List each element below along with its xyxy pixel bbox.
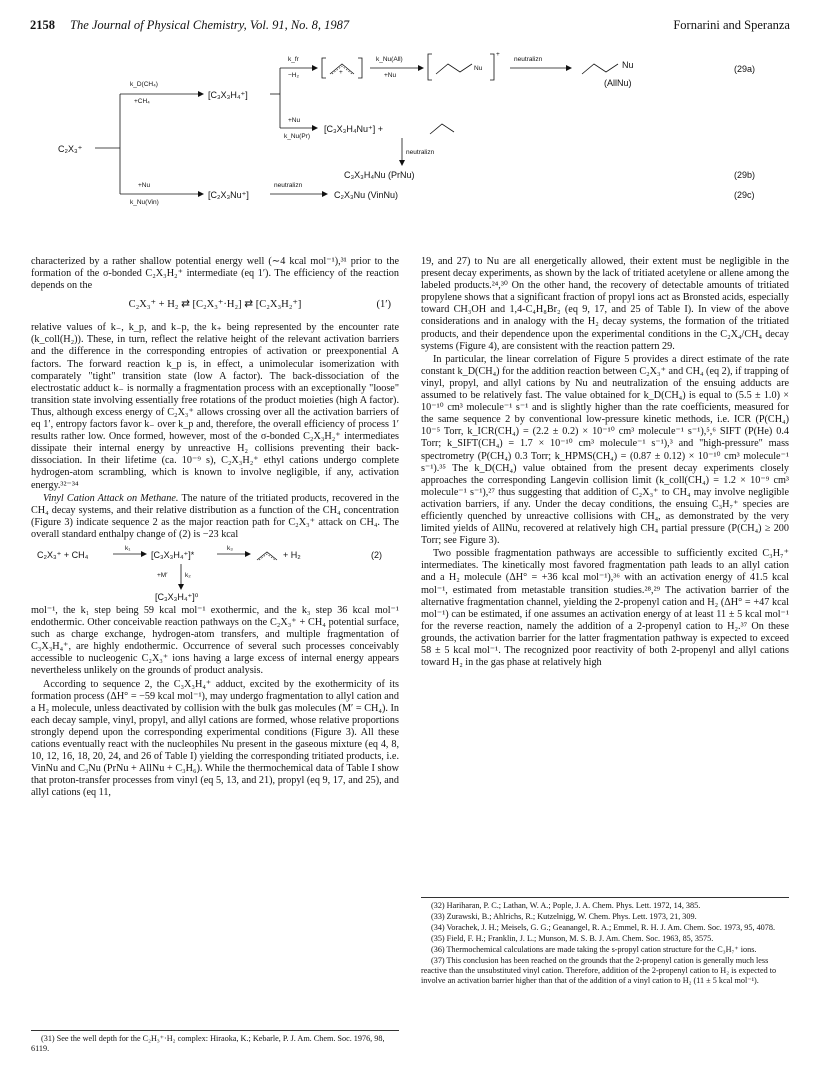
footnote-33: (33) Zurawski, B.; Ahlrichs, R.; Kutzelnigg, W. Chem. Phys. Lett. 1973, 21, 309. xyxy=(431,912,697,921)
allyl-cation-structure xyxy=(322,58,362,78)
eq2-mprime: +M′ xyxy=(157,571,168,579)
eq2-number: (2) xyxy=(371,549,382,560)
eq-29b: (29b) xyxy=(734,170,756,180)
equation-1-body: C₂X₃⁺ + H₂ ⇄ [C₂X₃⁺·H₂] ⇄ [C₂X₃H₂⁺] xyxy=(128,299,302,311)
label-neutralizn-vertical: neutralizn xyxy=(406,149,435,156)
left-paragraph-1: characterized by a rather shallow potential energy well (∼4 kcal mol⁻¹),³¹ prior to the formation of the σ-bonded C₂X₃H₂⁺ intermediate (eq 1′). The efficiency of the reaction depends on the xyxy=(31,256,399,292)
label-minus-h2: −H₂ xyxy=(288,72,300,79)
equation-2-svg xyxy=(31,544,399,602)
vinnu-product: C₂X₃Nu (VinNu) xyxy=(334,190,399,200)
eq2-excited-adduct: [C₃X₃H₄⁺]* xyxy=(151,549,195,560)
left-paragraph-2: relative values of k₋, k_p, and k₋p, the k₊ being represented by the encounter rate (k_coll(H₂)). These, in turn, reflect the relative height of the relevant activation barriers and the difference in the corresponding entropies of activation or preexponential A factors. The forward reaction k_p is, in effect, a unimolecular isomerization with comparately "tight" transition state (low A factor). The back-dissociation of the electrostatic adduct k₋ is normally a fragmentation process with an exceptionally "loose" transition state involving essentially free rotations of the product moieties (high A factor). Thus, although excess energy of C₂X₃⁺ allows crossing over all the activation barriers of eq 1′, entropy factors favor k₋ over k_p and, therefore, the overall efficiency of process 1′ results rather low. Once formed, however, most of the σ-bonded C₂X₃H₂⁺ intermediates dissipate their internal energy by unreactive H₂ collisions preventing their back-dissociation. In their lifetime (ca. 10⁻⁹ s), C₂X₃H₂⁺ ethyl cations undergo complete hydrogen-atom scrambling, which is known to involve negligible, if any, activation energy.³²⁻³⁴ xyxy=(31,322,399,491)
label-knu-all: k_Nu(All) xyxy=(376,56,403,63)
eq2-stabilized-adduct: [C₃X₃H₄⁺]⁰ xyxy=(155,591,199,602)
allnu-name: (AllNu) xyxy=(604,78,632,88)
label-neutralizn: neutralizn xyxy=(514,56,543,63)
eq-29c: (29c) xyxy=(734,190,755,200)
footnote-37: (37) This conclusion has been reached on the grounds that the 2-propenyl cation is generally much less reactive than the unsubstituted vinyl cation. Therefore, addition of the 2-propenyl cation to H₂ is expected to involve an activation barrier higher than that of the addition of a vinyl cation to H₂ (11 ± 5 kcal mol⁻¹). xyxy=(421,956,777,985)
scheme-svg xyxy=(30,44,790,250)
running-authors: Fornarini and Speranza xyxy=(673,18,790,32)
eq-29a: (29a) xyxy=(734,64,756,74)
eq2-k1: k₁ xyxy=(125,544,131,552)
page-header xyxy=(30,18,790,36)
footnote-32: (32) Hariharan, P. C.; Lathan, W. A.; Pople, J. A. Chem. Phys. Lett. 1972, 14, 385. xyxy=(431,901,701,910)
svg-text:+: + xyxy=(496,51,500,58)
section-heading-vinyl-cation: Vinyl Cation Attack on Methane. xyxy=(43,492,179,504)
vinyl-nu-adduct: [C₂X₃Nu⁺] xyxy=(208,190,249,200)
left-footnotes xyxy=(31,1030,399,1055)
equation-1-prime xyxy=(31,294,399,320)
eq2-h2: + H₂ xyxy=(283,549,301,560)
propylene-skeleton xyxy=(430,124,454,134)
right-paragraph-2: In particular, the linear correlation of Figure 5 provides a direct estimate of the rate constant k_D(CH₄) for the addition reaction between C₂X₃⁺ and CH₄ (eq 2), if trapping of vinyl, propyl, and allyl cations by Nu and neutralization of the ensuing adducts are assumed to be relatively fast. The value obtained for k_D(CH₄) is equal to (5.5 ± 1.0) × 10⁻¹⁰ cm³ molecule⁻¹ s⁻¹ and is slightly higher than the rate coefficients, measured for the same sequence 2 by conventional low-pressure kinetic methods, i.e. ICR (P(CH₄) 10⁻⁵ Torr, k_ICR(CH₄) = (2.2 ± 0.2) × 10⁻¹⁰ cm³ molecule⁻¹ s⁻¹),⁵,⁶ SIFT (P(He) 0.4 Torr; k_SIFT(CH₄) = 1.7 × 10⁻¹⁰ cm³ molecule⁻¹ s⁻¹),³ and "high-pressure" mass spectrometry (P(CH₄) 0.3 Torr; k_HPMS(CH₄) = (0.87 ± 0.12) × 10⁻¹⁰ cm³ molecule⁻¹ s⁻¹).³⁵ The k_D(CH₄) value obtained from the present decay experiments closely approaches the corresponding Langevin collision limit (k_coll(CH₄) = 1.2 × 10⁻⁹ cm³ molecule⁻¹ s⁻¹),²⁷ thus suggesting that addition of C₂X₃⁺ to CH₄ may involve negligible activation barriers, if any. Under the decay conditions, the ensuing C₃H₇⁺ species are efficiently quenched by unreactive collisions with CH₄, as demonstrated by the very limited yields of AllNu, recovered at relatively high CH₄ partial pressure (P(CH₄) ≥ 200 Torr; see Figure 3). xyxy=(421,353,789,547)
left-paragraph-3 xyxy=(31,493,399,541)
allnu-product-nu: Nu xyxy=(622,60,634,70)
equation-2 xyxy=(31,544,399,602)
label-nu-pr: +Nu xyxy=(288,117,301,124)
propyl-nu-adduct: [C₃X₃H₄Nu⁺] + xyxy=(324,124,384,134)
left-column xyxy=(31,256,399,800)
footnote-34: (34) Vorachek, J. H.; Meisels, G. G.; Geanangel, R. A.; Emmel, R. H. J. Am. Chem. Soc. 1973, 95, 4078. xyxy=(431,923,775,932)
svg-text:Nu: Nu xyxy=(474,65,483,72)
label-kd: k_D(CH₄) xyxy=(130,81,158,88)
eq2-k3: k₃ xyxy=(227,544,233,552)
left-paragraph-3-text: The nature of the tritiated products, recovered in the CH₄ decay systems, and their relative distribution as a function of the CH₄ concentration (Figure 3) indicate sequence 2 as the major reaction path for C₂X₃⁺ attack on CH₄. The overall standard enthalpy change of (2) is −23 kcal xyxy=(31,492,399,540)
right-paragraph-1: 19, and 27) to Nu are all energetically allowed, their extent must be negligible in the present decay experiments, as shown by the lack of tritiated acetylene or allene among the labeled products.²⁴,³⁰ On the other hand, the recovery of detectable amounts of tritiated propylene shows that a significant fraction of propyl ions act as Bronsted acids, especially toward CH₃OH and 1,4-C₄H₈Br₂ (eq 9, 17, and 25 of Table I). In view of the above considerations and in analogy with the H₂ decay systems, the formation of the tritiated products, and their dependence upon the experimental conditions in the C₂X₄/CH₄ decay systems (Figure 4), are consistent with the reaction pattern 29. xyxy=(421,256,789,352)
left-paragraph-4: mol⁻¹, the k₁ step being 59 kcal mol⁻¹ exothermic, and the k₃ step 36 kcal mol⁻¹ endothermic. Other conceivable reaction pathways on the C₂X₃⁺ + CH₄ potential surface, such as charge exchange, hydrogen-atom transfers, and multiple fragmentation of C₃X₃H₄⁺, are highly endothermic. Occurrence of several such processes conceivably accessible to nucleogenic C₂X₃⁺ ions having a large excess of internal energy appears nevertheless unlikely on the grounds of product analysis. xyxy=(31,604,399,677)
label-kfr: k_fr xyxy=(288,56,299,63)
left-paragraph-5: According to sequence 2, the C₃X₃H₄⁺ adduct, excited by the exothermicity of its formation process (ΔH° = −59 kcal mol⁻¹), may undergo fragmentation to allyl cation and a H₂ molecule, unless deactivated by collision with the bulk gas molecules (M′ = CH₄). In each decay sample, vinyl, propyl, and allyl cations are formed, whose relative proportions strongly depend upon the corresponding experimental conditions (Figure 3). All these cations eventually react with the nucleophiles Nu present in the gaseous mixture (eq 4, 8, 10, 12, 16, 18, 20, 24, and 26 of Table I) yielding the corresponding tritiated products, i.e. VinNu and C₃Nu (PrNu + AllNu + C₃H₆). While the thermochemical data of Table I show that proton-transfer processes from vinyl (eq 5, 13, and 21), propyl (eq 9, 17, and 25), and allyl cations (eq 11, xyxy=(31,678,399,799)
reaction-scheme-29 xyxy=(30,44,790,250)
svg-text:+: + xyxy=(339,69,343,76)
scheme-reactant: C₂X₃⁺ xyxy=(58,144,83,154)
label-nu-add: +Nu xyxy=(384,72,397,79)
allyl-nu-adduct-structure xyxy=(428,51,500,80)
footnote-36: (36) Thermochemical calculations are made taking the s-propyl cation structure for the C₃H₇⁺ ions. xyxy=(431,945,757,954)
arrow-kd-head xyxy=(198,91,204,97)
prnu-product: C₃X₃H₄Nu (PrNu) xyxy=(344,170,415,180)
allnu-skeleton xyxy=(582,64,618,74)
footnote-35: (35) Field, F. H.; Franklin, J. L.; Munson, M. S. B. J. Am. Chem. Soc. 1963, 85, 3575. xyxy=(431,934,714,943)
right-column xyxy=(421,256,789,670)
footnote-31: (31) See the well depth for the C₂H₃⁺·H₂ complex: Hiraoka, K.; Kebarle, P. J. Am. Chem. Soc. 1976, 98, 6119. xyxy=(31,1034,385,1053)
page-number: 2158 xyxy=(30,18,55,32)
adduct-c3x3h4: [C₃X₃H₄⁺] xyxy=(208,90,248,100)
eq2-reactants: C₂X₃⁺ + CH₄ xyxy=(37,549,89,560)
label-knu-vin: k_Nu(Vin) xyxy=(130,199,159,206)
label-ch4: +CH₄ xyxy=(134,98,150,105)
label-nu-vin: +Nu xyxy=(138,182,151,189)
label-neutralizn-vin: neutralizn xyxy=(274,182,303,189)
equation-1-number: (1′) xyxy=(376,299,391,311)
label-knu-pr: k_Nu(Pr) xyxy=(284,133,311,140)
journal-citation: The Journal of Physical Chemistry, Vol. 91, No. 8, 1987 xyxy=(70,18,350,32)
right-paragraph-3: Two possible fragmentation pathways are accessible to sufficiently excited C₃H₇⁺ intermediates. The kinetically most favored fragmentation path leads to an allyl cation and a H₂ molecule (ΔH° = +36 kcal mol⁻¹),³⁶ with an activation energy of 41.5 kcal mol⁻¹, estimated from metastable transition studies.²⁸,²⁹ The activation barrier of the alternative fragmentation channel, yielding the 2-propenyl cation and H₂ (ΔH° = +47 kcal mol⁻¹) can be estimated, if one assumes an activation energy of at least 11 ± 5 kcal mol⁻¹ for the reverse reaction, namely the addition of a 2-propenyl cation to H₂.³⁷ On these grounds, the activation barrier for the latter fragmentation pathway is expected to exceed 58 ± 5 kcal mol⁻¹. The recognized poor reactivity of both 2-propenyl and allyl cations toward H₂ in the gas phase at relatively high xyxy=(421,548,789,669)
eq2-allyl-skeleton xyxy=(257,552,277,560)
eq2-k2: k₂ xyxy=(185,571,191,579)
right-footnotes xyxy=(421,897,789,987)
